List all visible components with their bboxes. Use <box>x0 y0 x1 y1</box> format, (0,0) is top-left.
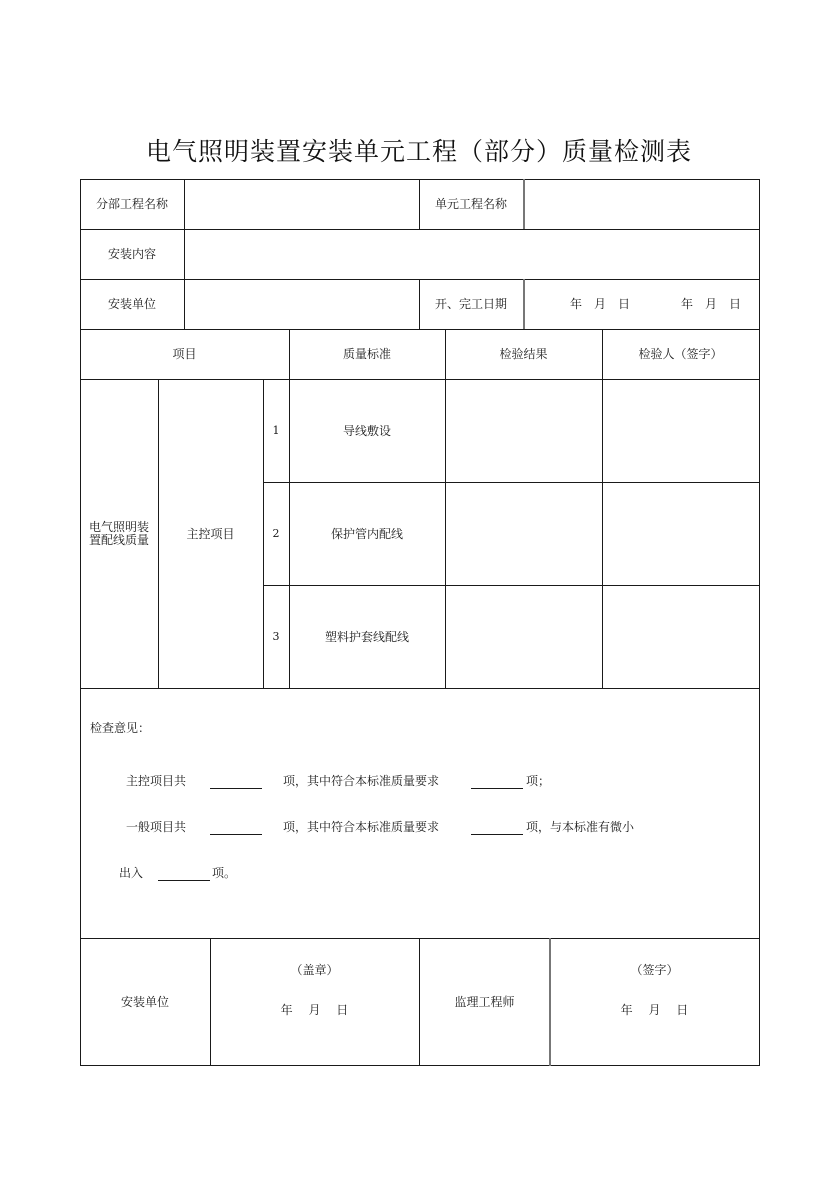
deviation-count-blank[interactable] <box>158 868 210 881</box>
item-inspector-field[interactable] <box>602 379 759 482</box>
install-date-field[interactable]: 年 月 日 <box>280 1003 349 1017</box>
general-items-prefix: 一般项目共 <box>126 820 187 834</box>
general-items-mid: 项，其中符合本标准质量要求 <box>283 820 440 834</box>
grid-line <box>759 179 760 1066</box>
item-number: 1 <box>272 423 280 437</box>
item-result-field[interactable] <box>445 585 602 688</box>
header-item: 项目 <box>172 347 197 361</box>
category-name-line1: 电气照明装 <box>88 519 149 534</box>
supervisor-sign-label: （签字） <box>630 963 679 977</box>
general-ok-blank[interactable] <box>471 822 523 835</box>
deviation-suffix: 项。 <box>212 866 237 880</box>
install-content-field[interactable] <box>185 229 759 279</box>
dates-label: 开、完工日期 <box>434 297 507 311</box>
item-result-field[interactable] <box>445 379 602 482</box>
item-inspector-field[interactable] <box>602 585 759 688</box>
category-type: 主控项目 <box>186 526 235 541</box>
start-date-field[interactable]: 年 月 日 <box>570 297 631 311</box>
item-inspector-field[interactable] <box>602 482 759 585</box>
grid-line <box>80 1065 760 1066</box>
subproject-label: 分部工程名称 <box>95 197 168 211</box>
opinion-label: 检查意见： <box>90 721 151 735</box>
item-result-field[interactable] <box>445 482 602 585</box>
grid-line <box>80 688 760 689</box>
item-standard: 塑料护套线配线 <box>324 629 409 644</box>
main-ok-blank[interactable] <box>471 776 523 789</box>
install-unit-label: 安装单位 <box>107 297 156 311</box>
page-title: 电气照明装置安装单元工程（部分）质量检测表 <box>145 137 692 166</box>
general-items-suffix: 项，与本标准有微小 <box>526 820 635 834</box>
main-items-suffix: 项； <box>526 774 551 788</box>
main-items-prefix: 主控项目共 <box>126 774 187 788</box>
item-standard: 保护管内配线 <box>330 526 403 541</box>
category-name <box>80 379 158 688</box>
signoff-install-unit-label: 安装单位 <box>120 994 169 1009</box>
supervisor-date-field[interactable]: 年 月 日 <box>620 1003 689 1017</box>
unit-project-field[interactable] <box>525 179 759 229</box>
supervisor-label: 监理工程师 <box>454 994 515 1009</box>
install-seal-label: （盖章） <box>290 963 339 977</box>
item-number: 2 <box>272 526 280 540</box>
header-standard: 质量标准 <box>342 347 391 361</box>
item-standard: 导线敷设 <box>342 423 391 438</box>
general-total-blank[interactable] <box>210 822 262 835</box>
category-name-line2: 置配线质量 <box>88 532 149 547</box>
install-content-label: 安装内容 <box>107 247 156 261</box>
main-items-mid: 项，其中符合本标准质量要求 <box>283 774 440 788</box>
header-result: 检验结果 <box>499 347 548 361</box>
header-inspector: 检验人（签字） <box>638 347 723 361</box>
subproject-field[interactable] <box>185 179 419 229</box>
unit-project-label: 单元工程名称 <box>434 197 507 211</box>
deviation-prefix: 出入 <box>119 866 144 880</box>
install-unit-field[interactable] <box>185 279 419 329</box>
main-total-blank[interactable] <box>210 776 262 789</box>
end-date-field[interactable]: 年 月 日 <box>681 297 742 311</box>
item-number: 3 <box>272 629 280 643</box>
grid-line <box>523 279 525 329</box>
